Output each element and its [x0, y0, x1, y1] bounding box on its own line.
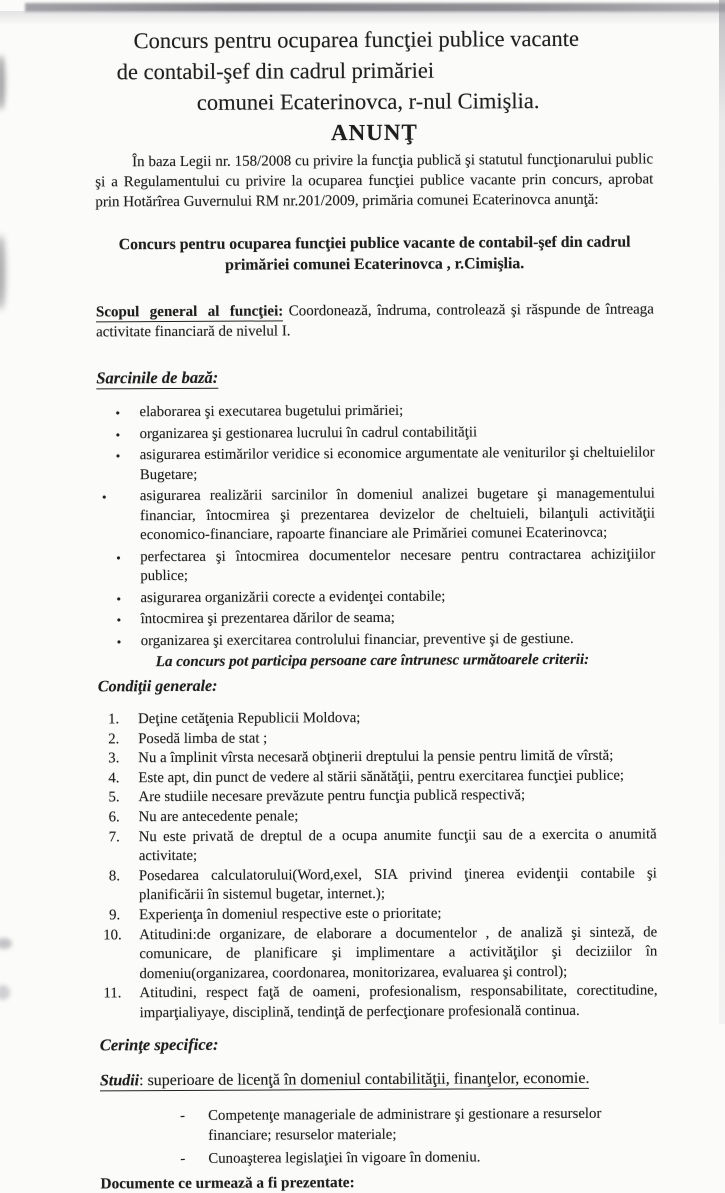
condition-number: 2.	[108, 730, 120, 747]
condition-text: Posedă limba de stat ;	[138, 730, 268, 747]
document-title	[0, 0, 723, 119]
scope-paragraph	[96, 299, 654, 342]
bullet-marker: •	[116, 549, 121, 565]
condition-item	[99, 864, 657, 906]
bullet-marker: •	[115, 426, 121, 442]
title-line: de contabil-şef din cadrul primăriei	[116, 57, 435, 85]
task-text: perfectarea şi întocmirea documentelor necesare pentru contractarea achiziţiilor publice;	[140, 545, 656, 585]
criteria-intro: La concurs pot participa persoane care întrunesc următoarele criterii:	[155, 651, 590, 671]
condition-number: 6.	[108, 809, 120, 826]
condition-item	[99, 923, 657, 985]
condition-item	[99, 825, 657, 867]
task-item	[97, 545, 655, 587]
task-item	[97, 484, 655, 545]
bullet-marker: •	[115, 405, 121, 421]
dash-marker: -	[180, 1150, 186, 1167]
vacancy-heading-line: primăriei comunei Ecaterinovca , r.Cimişlia.	[225, 254, 525, 274]
task-text: asigurarea realizării sarcinilor în domeniul analizei bugetare şi managementului financiar, întocmirea şi prezentarea devizelor de cheltuieli, bilanţuli activităţii economico-financiare, rapoarte financiare ale Primăriei comunei Ecaterinovca;	[139, 485, 656, 544]
general-conditions-heading: Condiţii generale:	[97, 677, 218, 696]
task-text: elaborarea şi executarea bugetului primăriei;	[139, 402, 404, 421]
condition-text: Este apt, din punct de vedere al stării sănătăţii, pentru exercitarea funcţiei publice;	[138, 767, 625, 786]
requirements-list	[100, 1103, 658, 1169]
condition-number: 4.	[108, 770, 120, 787]
vacancy-heading-line: Concurs pentru ocuparea funcţiei publice vacante de contabil-şef din cadrul	[118, 233, 631, 254]
condition-number: 7.	[108, 828, 120, 845]
vacancy-heading	[0, 232, 724, 277]
condition-number: 11.	[103, 985, 122, 1002]
condition-text: Atitudini:de organizare, de elaborare a documentelor , de analiză şi sinteză, de comunicare, de planificare şi implimentare a activităţilor şi deciziilor în domeniu(organizarea, coordonarea, monitorizarea, evaluarea şi control);	[139, 923, 658, 982]
condition-number: 8.	[108, 868, 121, 885]
condition-number: 3.	[108, 750, 120, 767]
studies-text: : superioare de licenţă în domeniul contabilităţii, finanţelor, economie.	[139, 1069, 590, 1089]
task-item	[97, 443, 655, 485]
tasks-heading: Sarcinile de bază:	[96, 367, 219, 388]
announcement-heading: ANUNŢ	[330, 119, 418, 146]
requirement-item	[100, 1103, 658, 1146]
condition-number: 9.	[109, 907, 121, 924]
task-list	[96, 400, 655, 651]
condition-text: Nu a împlinit vîrsta necesară obţinerii dreptului la pensie pentru limită de vîrstă;	[138, 747, 614, 767]
specific-requirements-heading: Cerinţe specifice:	[99, 1034, 219, 1054]
condition-text: Experienţa în domeniul respective este o prioritate;	[139, 905, 442, 924]
bullet-marker: •	[116, 590, 122, 606]
condition-text: Posedarea calculatorului(Word,exel, SIA privind ţinerea evidenţii contabile şi planificării în sistemul bugetar, internet.);	[138, 865, 657, 904]
requirement-item	[100, 1146, 658, 1169]
condition-text: Nu are antecedente penale;	[138, 808, 299, 826]
studies-label: Studii	[99, 1071, 140, 1089]
requirement-text: Competenţe manageriale de administrare şi gestionare a resurselor financiare; resurselor materiale;	[208, 1105, 602, 1144]
condition-item	[99, 982, 657, 1024]
condition-text: Atitudini, respect faţă de oameni, profesionalism, responsabilitate, corectitudine, imparţialiyaye, disciplină, tendinţă de perfecţionare profesională continua.	[139, 982, 658, 1022]
task-text: asigurarea organizării corecte a evidenţei contabile;	[140, 588, 446, 606]
condition-text: Nu este privată de dreptul de a ocupa anumite funcţii sau de a exercita o anumită activitate;	[138, 826, 657, 865]
task-item	[97, 422, 655, 444]
task-text: organizarea şi gestionarea lucrului în cadrul contabilităţii	[139, 423, 478, 442]
scope-text: Coordonează, îndruma, controlează şi răspunde de întreaga activitate financiară de nivelul I.	[96, 301, 655, 341]
task-item	[97, 586, 655, 608]
task-text: întocmirea şi prezentarea dărilor de seama;	[140, 609, 395, 628]
task-item	[98, 629, 656, 651]
bullet-marker: •	[116, 633, 122, 649]
condition-number: 10.	[103, 926, 122, 943]
intro-paragraph: În baza Legii nr. 158/2008 cu privire la funcţia publică şi statutul funcţionarului public şi a Regulamentului cu privire la ocuparea funcţiei publice vacante prin concurs, aprobat prin Hotărîrea Guvernului RM nr.201/2009, primăria comunei Ecaterinovca anunţă:	[95, 151, 654, 211]
condition-number: 5.	[108, 789, 120, 806]
condition-number: 1.	[108, 711, 120, 728]
title-line: comunei Ecaterinovca, r-nul Cimişlia.	[196, 88, 540, 115]
studies-line	[100, 1069, 658, 1090]
requirement-text: Cunoaşterea legislaţiei în vigoare în domeniu.	[208, 1148, 481, 1167]
scope-label: Scopul general al funcţiei:	[95, 303, 284, 321]
dash-marker: -	[180, 1107, 186, 1124]
conditions-list	[98, 707, 658, 1023]
bullet-marker: •	[115, 448, 121, 464]
bullet-marker: •	[116, 612, 122, 628]
task-item	[98, 607, 656, 629]
task-text: asigurarea estimărilor veridice si economice argumentate ale veniturilor şi cheltuielilor Bugetare;	[139, 444, 655, 483]
task-text: organizarea şi exercitarea controlului financiar, preventive şi de gestiune.	[140, 630, 574, 649]
condition-text: Are studiile necesare prevăzute pentru funcţia publică respectivă;	[138, 787, 526, 806]
documents-heading: Documente ce urmează a fi prezentate:	[100, 1173, 355, 1192]
condition-text: Deţine cetăţenia Republicii Moldova;	[138, 710, 361, 728]
task-item	[96, 400, 654, 422]
title-line: Concurs pentru ocuparea funcţiei publice vacante	[133, 25, 580, 54]
bullet-marker: •	[101, 489, 107, 505]
